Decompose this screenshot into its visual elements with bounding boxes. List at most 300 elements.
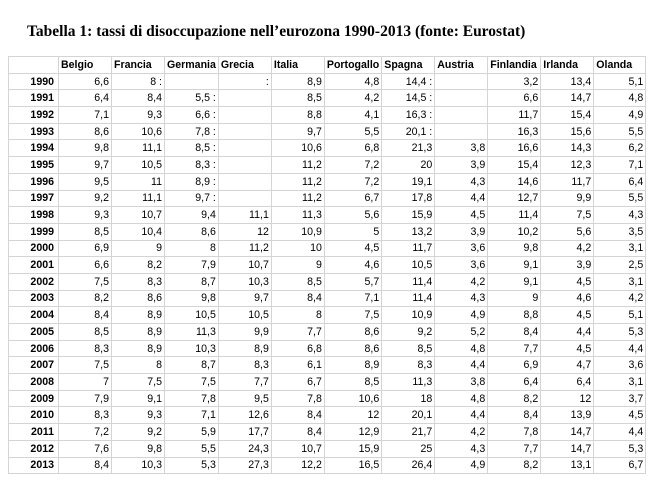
table-cell: 9,5	[218, 390, 271, 407]
column-header: Finlandia	[488, 57, 541, 74]
table-cell: 5,3	[165, 457, 219, 474]
table-cell: 5,2	[435, 324, 488, 341]
table-cell	[218, 123, 271, 140]
table-cell: 7,6	[59, 440, 112, 457]
table-cell: 10,7	[112, 207, 165, 224]
table-row	[9, 157, 646, 174]
table-cell: 15,9	[382, 207, 435, 224]
table-cell: 3,9	[541, 257, 594, 274]
table-cell: 7,9	[165, 257, 219, 274]
table-cell: 8,4	[59, 307, 112, 324]
table-cell: 8,3	[382, 357, 435, 374]
table-cell: 6,8	[271, 340, 324, 357]
table-cell: 4,5	[324, 240, 381, 257]
table-cell	[435, 73, 488, 90]
table-cell: 5,5	[165, 440, 219, 457]
row-year: 2010	[9, 407, 59, 424]
header-row	[9, 57, 646, 74]
table-cell: 9,8	[59, 140, 112, 157]
row-year: 2013	[9, 457, 59, 474]
table-cell: 26,4	[382, 457, 435, 474]
table-cell: 9,3	[112, 407, 165, 424]
table-body	[9, 73, 646, 474]
row-year: 2003	[9, 290, 59, 307]
row-year: 2000	[9, 240, 59, 257]
table-cell: 9,1	[488, 257, 541, 274]
table-cell: 11,4	[382, 290, 435, 307]
table-cell: 5,9	[165, 424, 219, 441]
table-cell: 14,6	[488, 173, 541, 190]
table-cell: 4,3	[435, 440, 488, 457]
table-cell: 4,8	[594, 90, 646, 107]
table-cell: 8,5 :	[165, 140, 219, 157]
table-cell: 11,3	[271, 207, 324, 224]
table-cell: 2,5	[594, 257, 646, 274]
column-header: Olanda	[594, 57, 646, 74]
table-cell: 4,5	[435, 207, 488, 224]
table-row	[9, 273, 646, 290]
table-cell	[218, 157, 271, 174]
table-row	[9, 173, 646, 190]
table-cell: 5,6	[324, 207, 381, 224]
table-cell: 9	[271, 257, 324, 274]
table-cell: 15,9	[324, 440, 381, 457]
column-header: Irlanda	[541, 57, 594, 74]
table-row	[9, 324, 646, 341]
table-cell: 10,5	[165, 307, 219, 324]
table-row	[9, 240, 646, 257]
table-cell: 4,4	[435, 357, 488, 374]
table-cell: 9,5	[59, 173, 112, 190]
table-title: Tabella 1: tassi di disoccupazione nell’eurozona 1990-2013 (fonte: Eurostat)	[27, 23, 526, 40]
table-cell: 4,4	[594, 340, 646, 357]
table-cell: 10,3	[165, 340, 219, 357]
table-cell: 3,5	[594, 223, 646, 240]
table-cell	[435, 90, 488, 107]
row-year: 2007	[9, 357, 59, 374]
unemployment-table	[8, 56, 646, 474]
table-cell: 10,2	[488, 223, 541, 240]
table-cell: 16,6	[488, 140, 541, 157]
table-cell: 12,6	[218, 407, 271, 424]
table-cell: 7,8	[488, 424, 541, 441]
row-year: 1992	[9, 107, 59, 124]
table-cell: 4,4	[541, 324, 594, 341]
table-cell: 4,1	[324, 107, 381, 124]
table-cell: 8,2	[488, 457, 541, 474]
table-cell: 16,3 :	[382, 107, 435, 124]
table-cell: 8 :	[112, 73, 165, 90]
table-cell	[218, 90, 271, 107]
table-cell: 5,1	[594, 307, 646, 324]
table-cell: 4,8	[435, 340, 488, 357]
row-year: 1999	[9, 223, 59, 240]
row-year: 2005	[9, 324, 59, 341]
column-header: Spagna	[382, 57, 435, 74]
table-cell: 5,5 :	[165, 90, 219, 107]
table-cell: 10,5	[112, 157, 165, 174]
table-cell: 9,3	[59, 207, 112, 224]
table-cell: 7,1	[324, 290, 381, 307]
table-cell: 15,6	[541, 123, 594, 140]
table-cell: 7,1	[59, 107, 112, 124]
table-row	[9, 440, 646, 457]
table-cell: 6,1	[271, 357, 324, 374]
table-row	[9, 257, 646, 274]
table-row	[9, 424, 646, 441]
table-cell: 11,4	[382, 273, 435, 290]
table-cell: 8,6	[165, 223, 219, 240]
header-corner	[9, 57, 59, 74]
table-cell: 8	[271, 307, 324, 324]
table-cell	[218, 107, 271, 124]
table-cell: 8,4	[59, 457, 112, 474]
row-year: 2008	[9, 374, 59, 391]
table-cell: 4,6	[541, 290, 594, 307]
table-cell: 5,1	[594, 73, 646, 90]
table-cell: 9,8	[165, 290, 219, 307]
table-row	[9, 457, 646, 474]
table-cell	[165, 73, 219, 90]
row-year: 2006	[9, 340, 59, 357]
table-cell: 8,6	[324, 324, 381, 341]
table-cell: 17,7	[218, 424, 271, 441]
table-cell: 8,5	[271, 90, 324, 107]
table-cell: 9	[112, 240, 165, 257]
table-cell: 3,7	[594, 390, 646, 407]
table-cell: 14,4 :	[382, 73, 435, 90]
table-row	[9, 107, 646, 124]
table-cell: 4,2	[435, 273, 488, 290]
table-cell: 4,2	[594, 290, 646, 307]
table-cell: 7,2	[324, 173, 381, 190]
table-cell: 4,5	[541, 307, 594, 324]
table-cell: 8,6	[112, 290, 165, 307]
table-cell: 14,7	[541, 90, 594, 107]
table-cell: 9,4	[165, 207, 219, 224]
table-cell: 14,5 :	[382, 90, 435, 107]
table-cell: 9,9	[218, 324, 271, 341]
table-cell: 15,4	[541, 107, 594, 124]
table-cell: 8,2	[488, 390, 541, 407]
table-cell: 9,3	[112, 107, 165, 124]
table-cell: 4,4	[594, 424, 646, 441]
table-cell: 4,2	[324, 90, 381, 107]
table-cell: 20	[382, 157, 435, 174]
table-cell: 7,2	[324, 157, 381, 174]
table-cell: 18	[382, 390, 435, 407]
table-cell: 6,4	[541, 374, 594, 391]
table-cell: 8,4	[112, 90, 165, 107]
table-cell: 5,6	[541, 223, 594, 240]
table-cell: 7,5	[59, 273, 112, 290]
table-cell: 7,8	[165, 390, 219, 407]
table-cell: 11,3	[382, 374, 435, 391]
table-cell	[218, 173, 271, 190]
table-cell: 11,2	[271, 190, 324, 207]
table-row	[9, 374, 646, 391]
table-cell: 6,4	[488, 374, 541, 391]
table-cell: 8,3 :	[165, 157, 219, 174]
table-cell: 10,6	[271, 140, 324, 157]
row-year: 1995	[9, 157, 59, 174]
table-row	[9, 307, 646, 324]
table-cell: 8,3	[218, 357, 271, 374]
table-cell: 7,7	[488, 440, 541, 457]
table-cell: 9,1	[112, 390, 165, 407]
table-cell: :	[218, 73, 271, 90]
row-year: 1994	[9, 140, 59, 157]
table-cell: 16,5	[324, 457, 381, 474]
table-row	[9, 190, 646, 207]
table-cell: 25	[382, 440, 435, 457]
table-cell: 9,7 :	[165, 190, 219, 207]
table-cell: 8,4	[271, 290, 324, 307]
table-row	[9, 223, 646, 240]
table-cell: 4,9	[594, 107, 646, 124]
table-cell: 12,9	[324, 424, 381, 441]
table-cell: 5,5	[594, 123, 646, 140]
table-cell: 11,1	[112, 140, 165, 157]
table-cell: 9,2	[112, 424, 165, 441]
table-cell: 5,5	[594, 190, 646, 207]
table-cell: 8,9	[324, 357, 381, 374]
table-cell: 7,5	[324, 307, 381, 324]
row-year: 2002	[9, 273, 59, 290]
table-cell: 9,8	[112, 440, 165, 457]
table-cell: 9,2	[382, 324, 435, 341]
table-row	[9, 407, 646, 424]
table-cell: 8,4	[271, 407, 324, 424]
table-cell: 8,5	[324, 374, 381, 391]
table-cell: 8,6	[59, 123, 112, 140]
table-cell: 8,3	[112, 273, 165, 290]
table-cell: 7,1	[165, 407, 219, 424]
table-cell: 3,1	[594, 374, 646, 391]
row-year: 2012	[9, 440, 59, 457]
table-cell: 11,7	[382, 240, 435, 257]
table-cell: 7,7	[271, 324, 324, 341]
table-cell: 7,9	[59, 390, 112, 407]
table-cell: 7,7	[488, 340, 541, 357]
table-cell: 3,6	[594, 357, 646, 374]
table-cell: 6,4	[59, 90, 112, 107]
column-header: Portogallo	[324, 57, 381, 74]
table-cell: 14,7	[541, 424, 594, 441]
table-cell: 8,7	[165, 273, 219, 290]
table-cell: 6,9	[488, 357, 541, 374]
table-cell: 3,1	[594, 240, 646, 257]
table-cell: 8,3	[59, 340, 112, 357]
table-cell: 7,2	[59, 424, 112, 441]
table-cell: 8,2	[112, 257, 165, 274]
table-cell: 13,4	[541, 73, 594, 90]
table-cell: 6,9	[59, 240, 112, 257]
table-cell: 5,3	[594, 324, 646, 341]
table-cell: 11,2	[271, 157, 324, 174]
table-cell: 7,5	[165, 374, 219, 391]
table-cell: 12,3	[541, 157, 594, 174]
table-cell: 3,2	[488, 73, 541, 90]
table-cell: 12	[324, 407, 381, 424]
table-cell: 16,3	[488, 123, 541, 140]
row-year: 1990	[9, 73, 59, 90]
table-cell: 11,3	[165, 324, 219, 341]
table-cell: 4,2	[541, 240, 594, 257]
table-cell: 12,2	[271, 457, 324, 474]
table-cell: 3,6	[435, 257, 488, 274]
row-year: 2004	[9, 307, 59, 324]
table-cell: 9,9	[541, 190, 594, 207]
table-cell: 6,6 :	[165, 107, 219, 124]
table-cell: 7,1	[594, 157, 646, 174]
table-cell: 10,3	[218, 273, 271, 290]
table-cell: 5,3	[594, 440, 646, 457]
table-cell: 6,2	[594, 140, 646, 157]
column-header: Austria	[435, 57, 488, 74]
table-cell: 4,4	[435, 190, 488, 207]
table-row	[9, 140, 646, 157]
table-cell: 8,9	[112, 324, 165, 341]
table-cell: 10,5	[218, 307, 271, 324]
table-cell: 4,8	[435, 390, 488, 407]
table-cell: 13,1	[541, 457, 594, 474]
table-cell: 6,7	[271, 374, 324, 391]
table-cell: 8,6	[324, 340, 381, 357]
table-cell: 10,7	[271, 440, 324, 457]
table-cell: 10,7	[218, 257, 271, 274]
table-cell: 9,7	[271, 123, 324, 140]
table-header	[9, 57, 646, 74]
table-cell: 8,9	[271, 73, 324, 90]
table-cell: 3,9	[435, 223, 488, 240]
table-cell: 4,9	[435, 307, 488, 324]
table-cell: 11,7	[541, 173, 594, 190]
table-row	[9, 357, 646, 374]
table-cell: 7,5	[112, 374, 165, 391]
table-cell: 6,6	[59, 73, 112, 90]
table-cell: 10,9	[271, 223, 324, 240]
table-cell: 10,5	[382, 257, 435, 274]
table-cell: 20,1	[382, 407, 435, 424]
table-cell	[218, 190, 271, 207]
table-cell: 10,3	[112, 457, 165, 474]
table-cell: 3,9	[435, 157, 488, 174]
table-cell: 20,1 :	[382, 123, 435, 140]
table-cell: 8,5	[59, 223, 112, 240]
table-cell: 4,8	[324, 73, 381, 90]
table-row	[9, 390, 646, 407]
table-cell: 4,6	[324, 257, 381, 274]
table-cell	[435, 123, 488, 140]
table-cell: 10,4	[112, 223, 165, 240]
table-cell: 11,4	[488, 207, 541, 224]
table-cell: 4,4	[435, 407, 488, 424]
table-cell: 8,8	[488, 307, 541, 324]
row-year: 2011	[9, 424, 59, 441]
table-row	[9, 290, 646, 307]
table-cell: 7,5	[541, 207, 594, 224]
table-cell: 9,1	[488, 273, 541, 290]
row-year: 2009	[9, 390, 59, 407]
table-row	[9, 123, 646, 140]
table-cell: 8	[112, 357, 165, 374]
table-cell: 8	[165, 240, 219, 257]
column-header: Germania	[165, 57, 219, 74]
table-cell: 15,4	[488, 157, 541, 174]
table-cell: 3,8	[435, 140, 488, 157]
table-cell: 10,9	[382, 307, 435, 324]
column-header: Italia	[271, 57, 324, 74]
column-header: Belgio	[59, 57, 112, 74]
table-cell: 3,1	[594, 273, 646, 290]
row-year: 1998	[9, 207, 59, 224]
table-cell: 9,8	[488, 240, 541, 257]
table-cell: 4,9	[435, 457, 488, 474]
table-cell: 9,7	[218, 290, 271, 307]
table-row	[9, 73, 646, 90]
table-cell: 12,7	[488, 190, 541, 207]
table-cell: 9,7	[59, 157, 112, 174]
table-cell: 9,2	[59, 190, 112, 207]
column-header: Grecia	[218, 57, 271, 74]
table-cell: 6,6	[488, 90, 541, 107]
row-year: 1997	[9, 190, 59, 207]
table-cell: 7,7	[218, 374, 271, 391]
table-cell: 8,9 :	[165, 173, 219, 190]
table-cell: 19,1	[382, 173, 435, 190]
table-cell: 8,8	[271, 107, 324, 124]
table-cell: 9	[488, 290, 541, 307]
table-cell: 13,9	[541, 407, 594, 424]
table-cell: 10,6	[324, 390, 381, 407]
table-cell: 4,3	[594, 207, 646, 224]
table-cell: 7	[59, 374, 112, 391]
table-cell: 4,2	[435, 424, 488, 441]
table-cell: 4,5	[541, 273, 594, 290]
table-cell: 11,1	[112, 190, 165, 207]
table-cell: 8,4	[488, 407, 541, 424]
table-row	[9, 90, 646, 107]
table-cell: 10,6	[112, 123, 165, 140]
table-cell: 5,5	[324, 123, 381, 140]
table-cell: 8,5	[382, 340, 435, 357]
table-cell: 6,7	[594, 457, 646, 474]
table-cell: 7,8	[271, 390, 324, 407]
table-cell: 5	[324, 223, 381, 240]
table-cell: 8,4	[488, 324, 541, 341]
table-cell: 21,7	[382, 424, 435, 441]
row-year: 1993	[9, 123, 59, 140]
table-cell	[435, 107, 488, 124]
table-cell: 11,1	[218, 207, 271, 224]
table-cell: 8,9	[218, 340, 271, 357]
table-cell: 4,5	[541, 340, 594, 357]
table-cell: 21,3	[382, 140, 435, 157]
table-cell: 8,5	[59, 324, 112, 341]
table-cell: 12	[541, 390, 594, 407]
table-cell: 8,5	[271, 273, 324, 290]
row-year: 1991	[9, 90, 59, 107]
table-cell: 27,3	[218, 457, 271, 474]
table-cell: 6,4	[594, 173, 646, 190]
table-cell: 12	[218, 223, 271, 240]
table-cell	[218, 140, 271, 157]
table-cell: 8,9	[112, 340, 165, 357]
table-cell: 4,5	[594, 407, 646, 424]
row-year: 2001	[9, 257, 59, 274]
table-cell: 5,7	[324, 273, 381, 290]
